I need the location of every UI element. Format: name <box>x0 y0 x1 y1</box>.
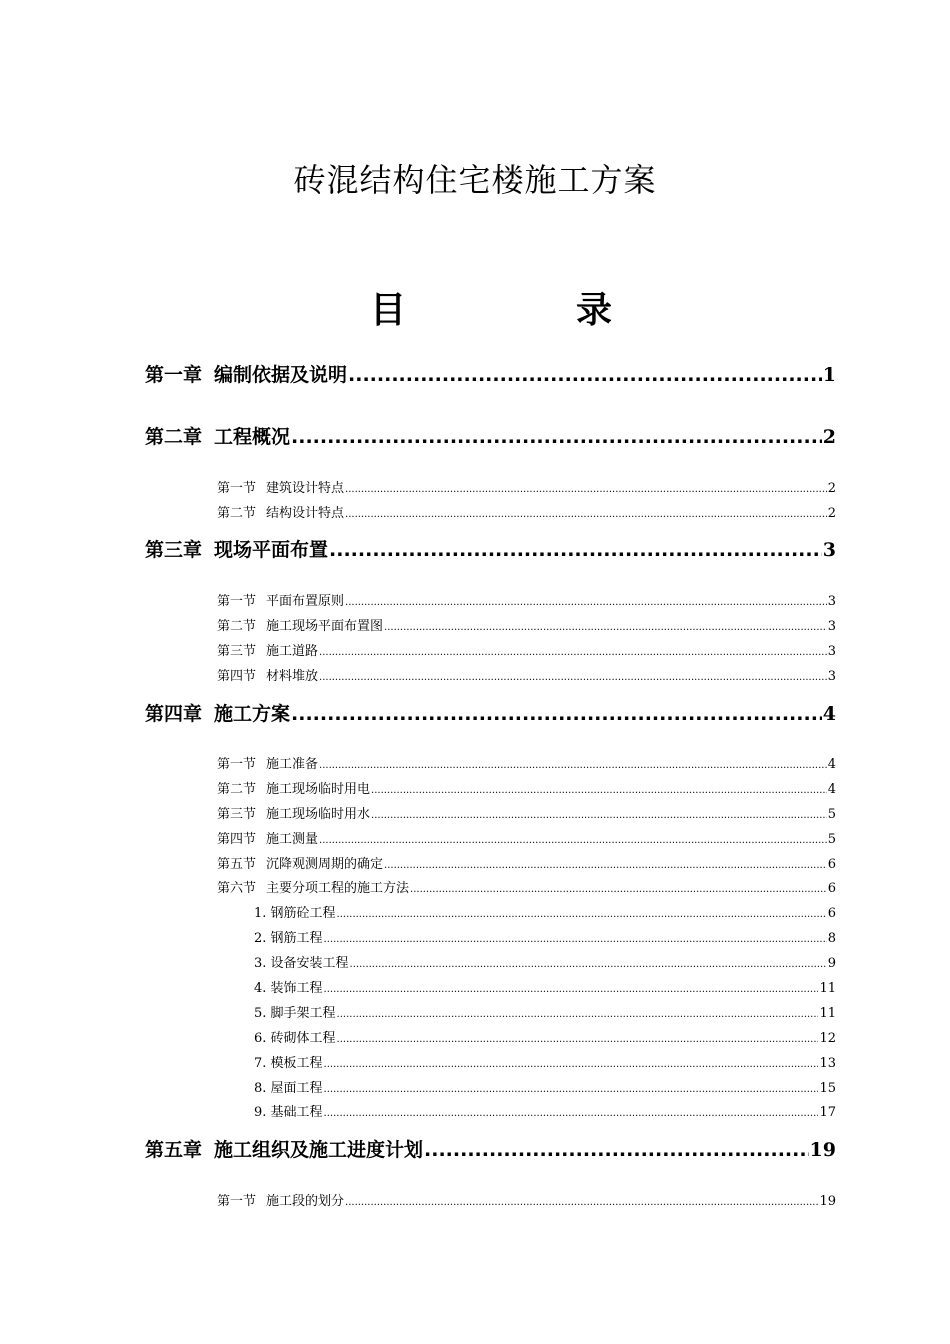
toc-entry-label: 2. 钢筋工程 <box>254 931 323 946</box>
toc-entry-label: 第一节 施工段的划分 <box>217 1194 345 1209</box>
toc-leader <box>337 1031 819 1046</box>
toc-chapter-2[interactable] <box>145 422 836 448</box>
toc-section[interactable] <box>217 803 836 821</box>
toc-entry-label: 第二节 结构设计特点 <box>217 506 345 521</box>
toc-entry-label: 第一节 施工准备 <box>217 757 319 772</box>
toc-entry-label: 第五章 施工组织及施工进度计划 <box>145 1139 424 1161</box>
toc-entry-label: 3. 设备安装工程 <box>254 956 349 971</box>
toc-section[interactable] <box>217 615 836 633</box>
toc-entry-label: 第四节 施工测量 <box>217 832 319 847</box>
toc-section[interactable] <box>217 640 836 658</box>
toc-chapter-5[interactable] <box>145 1135 836 1161</box>
toc-page-number: 19 <box>819 1194 836 1209</box>
toc-page-number: 8 <box>827 931 836 946</box>
toc-page-number: 2 <box>822 426 836 448</box>
toc-page-number: 3 <box>827 644 836 659</box>
toc-page-number: 3 <box>822 539 836 561</box>
toc-entry-label: 7. 模板工程 <box>254 1056 323 1071</box>
toc-page-number: 4 <box>822 703 836 725</box>
toc-leader <box>324 1105 819 1120</box>
toc-entry-label: 第一章 编制依据及说明 <box>145 364 348 386</box>
toc-chapter-1[interactable] <box>145 360 836 386</box>
toc-section[interactable] <box>217 828 836 846</box>
toc-leader <box>291 426 822 448</box>
toc-page-number: 6 <box>827 881 836 896</box>
toc-entry-label: 第二章 工程概况 <box>145 426 291 448</box>
toc-leader <box>337 906 827 921</box>
toc-leader <box>291 703 822 725</box>
toc-section[interactable] <box>217 590 836 608</box>
toc-leader <box>324 981 819 996</box>
toc-entry-label: 第四节 材料堆放 <box>217 669 319 684</box>
toc-entry-label: 第三节 施工现场临时用水 <box>217 807 371 822</box>
toc-leader <box>319 669 827 684</box>
toc-page-number: 11 <box>819 1006 836 1021</box>
toc-entry-label: 第四章 施工方案 <box>145 703 291 725</box>
toc-leader <box>319 832 827 847</box>
toc-page-number: 2 <box>827 481 836 496</box>
toc-subitem[interactable] <box>254 1101 836 1119</box>
toc-entry-label: 8. 屋面工程 <box>254 1081 323 1096</box>
toc-leader <box>371 782 827 797</box>
toc-entry-label: 9. 基础工程 <box>254 1105 323 1120</box>
toc-section[interactable] <box>217 665 836 683</box>
toc-section[interactable] <box>217 877 836 895</box>
toc-entry-label: 4. 装饰工程 <box>254 981 323 996</box>
toc-leader <box>324 931 827 946</box>
toc-page-number: 11 <box>819 981 836 996</box>
toc-section[interactable] <box>217 853 836 871</box>
toc-page-number: 13 <box>819 1056 836 1071</box>
toc-page-number: 12 <box>819 1031 836 1046</box>
toc-leader <box>424 1139 809 1161</box>
toc-page-number: 19 <box>809 1139 836 1161</box>
toc-subitem[interactable] <box>254 1027 836 1045</box>
toc-heading-char-2: 录 <box>576 290 613 331</box>
toc-section[interactable] <box>217 1190 836 1208</box>
toc-entry-label: 第六节 主要分项工程的施工方法 <box>217 881 410 896</box>
toc-page-number: 1 <box>822 364 836 386</box>
toc-heading <box>0 282 950 330</box>
toc-entry-label: 第三章 现场平面布置 <box>145 539 329 561</box>
toc-leader <box>324 1081 819 1096</box>
document-title: 砖混结构住宅楼施工方案 <box>293 161 657 199</box>
toc-leader <box>384 619 827 634</box>
toc-section[interactable] <box>217 477 836 495</box>
toc-section[interactable] <box>217 753 836 771</box>
toc-leader <box>319 644 827 659</box>
toc-page-number: 3 <box>827 594 836 609</box>
toc-leader <box>384 857 827 872</box>
toc-page-number: 4 <box>827 757 836 772</box>
toc-subitem[interactable] <box>254 1002 836 1020</box>
toc-page-number: 3 <box>827 669 836 684</box>
toc-page-number: 6 <box>827 906 836 921</box>
toc-leader <box>329 539 822 561</box>
toc-page-number: 9 <box>827 956 836 971</box>
toc-leader <box>345 1194 818 1209</box>
toc-page-number: 5 <box>827 807 836 822</box>
toc-heading-char-1: 目 <box>370 290 407 331</box>
toc-subitem[interactable] <box>254 977 836 995</box>
toc-subitem[interactable] <box>254 952 836 970</box>
toc-page-number: 5 <box>827 832 836 847</box>
toc-page-number: 15 <box>819 1081 836 1096</box>
toc-leader <box>371 807 827 822</box>
toc-page-number: 3 <box>827 619 836 634</box>
toc-leader <box>345 594 827 609</box>
toc-entry-label: 第三节 施工道路 <box>217 644 319 659</box>
toc-entry-label: 第一节 建筑设计特点 <box>217 481 345 496</box>
toc-leader <box>345 481 827 496</box>
toc-entry-label: 第二节 施工现场平面布置图 <box>217 619 384 634</box>
toc-page-number: 2 <box>827 506 836 521</box>
toc-page-number: 17 <box>819 1105 836 1120</box>
toc-subitem[interactable] <box>254 902 836 920</box>
toc-entry-label: 1. 钢筋砼工程 <box>254 906 336 921</box>
toc-section[interactable] <box>217 502 836 520</box>
toc-subitem[interactable] <box>254 1052 836 1070</box>
toc-leader <box>410 881 827 896</box>
toc-section[interactable] <box>217 778 836 796</box>
toc-leader <box>319 757 827 772</box>
toc-entry-label: 5. 脚手架工程 <box>254 1006 336 1021</box>
toc-leader <box>324 1056 819 1071</box>
toc-entry-label: 第五节 沉降观测周期的确定 <box>217 857 384 872</box>
toc-page-number: 4 <box>827 782 836 797</box>
toc-leader <box>348 364 822 386</box>
toc-entry-label: 6. 砖砌体工程 <box>254 1031 336 1046</box>
toc-leader <box>345 506 827 521</box>
toc-chapter-4[interactable] <box>145 699 836 725</box>
toc-page-number: 6 <box>827 857 836 872</box>
toc-leader <box>350 956 827 971</box>
toc-subitem[interactable] <box>254 927 836 945</box>
toc-leader <box>337 1006 819 1021</box>
toc-chapter-3[interactable] <box>145 535 836 561</box>
toc-entry-label: 第二节 施工现场临时用电 <box>217 782 371 797</box>
toc-subitem[interactable] <box>254 1077 836 1095</box>
toc-entry-label: 第一节 平面布置原则 <box>217 594 345 609</box>
